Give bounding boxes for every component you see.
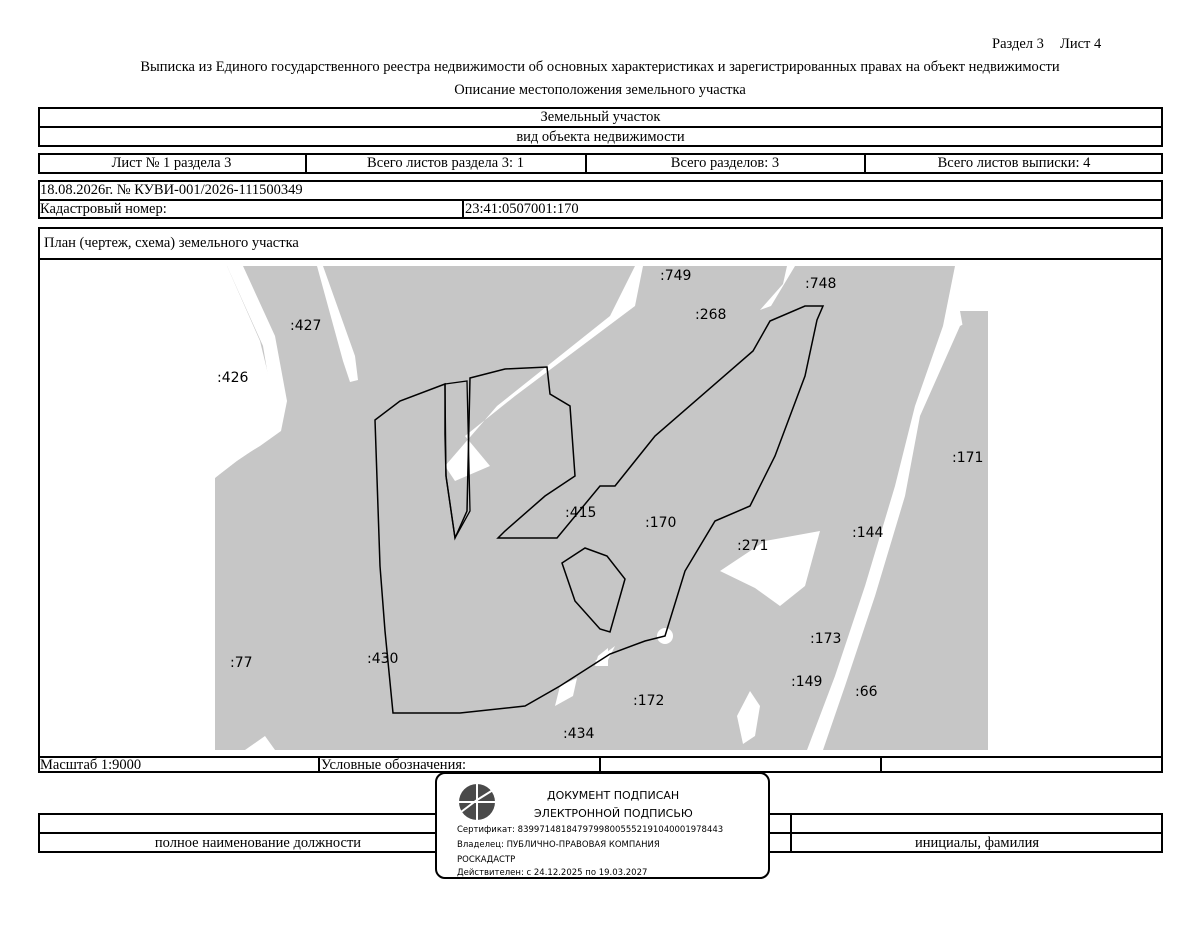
sheet-label: Лист 4: [1060, 36, 1102, 52]
cadastral-label: Кадастровый номер:: [40, 201, 167, 217]
document-subtitle: Описание местоположения земельного участка: [454, 82, 746, 98]
map-scale: Масштаб 1:9000: [40, 756, 142, 773]
parcel-label: :268: [695, 307, 727, 323]
parcel-label: :426: [217, 370, 249, 386]
divider: [599, 756, 601, 773]
stamp-line-1: ДОКУМЕНТ ПОДПИСАН: [547, 789, 680, 802]
stamp-owner-2: РОСКАДАСТР: [457, 855, 516, 865]
parcel-label: :173: [810, 631, 842, 647]
parcel-label: :144: [852, 525, 884, 541]
stamp-owner: Владелец: ПУБЛИЧНО-ПРАВОВАЯ КОМПАНИЯ: [457, 840, 660, 850]
parcel-label: :427: [290, 318, 322, 334]
initials-caption: инициалы, фамилия: [914, 834, 1040, 851]
parcel-label: :749: [660, 268, 692, 284]
stamp-valid: Действителен: с 24.12.2025 по 19.03.2027: [457, 868, 648, 878]
record-date-number: 18.08.2026г. № КУВИ-001/2026-111500349: [40, 181, 303, 198]
section-label: Раздел 3: [992, 36, 1044, 52]
parcel-label: :170: [645, 515, 677, 531]
object-type: Земельный участок: [540, 108, 661, 125]
divider: [880, 756, 882, 773]
position-caption: полное наименование должности: [154, 834, 362, 851]
parcel-label: :748: [805, 276, 837, 292]
parcel-label: :434: [563, 726, 595, 742]
parcel-label: :66: [855, 684, 878, 700]
divider: [38, 258, 1163, 260]
rosreestr-emblem-icon: [457, 782, 497, 822]
parcel-label: :172: [633, 693, 665, 709]
sheet-of-section: Лист № 1 раздела 3: [111, 155, 232, 171]
cadastral-map: [215, 266, 988, 750]
electronic-signature-stamp: [435, 772, 770, 879]
total-sheets-section: Всего листов раздела 3: 1: [367, 155, 524, 171]
parcel-label: :430: [367, 651, 399, 667]
plan-title: План (чертеж, схема) земельного участка: [44, 234, 299, 251]
divider: [38, 199, 1163, 201]
parcel-label: :271: [737, 538, 769, 554]
parcel-label: :77: [230, 655, 253, 671]
total-sheets-extract: Всего листов выписки: 4: [937, 155, 1091, 171]
total-sections: Всего разделов: 3: [670, 155, 780, 171]
parcel-label: :415: [565, 505, 597, 521]
cadastral-value: 23:41:0507001:170: [465, 201, 579, 217]
legend-label: Условные обозначения:: [321, 756, 467, 773]
object-type-caption: вид объекта недвижимости: [516, 128, 685, 145]
stamp-certificate: Сертификат: 83997148184797998005552191040001978443: [457, 825, 724, 835]
parcel-label: :149: [791, 674, 823, 690]
parcel-label: :171: [952, 450, 984, 466]
stamp-line-2: ЭЛЕКТРОННОЙ ПОДПИСЬЮ: [534, 807, 693, 820]
document-title: Выписка из Единого государственного реестра недвижимости об основных характеристиках и зарегистрированных правах на объект недвижимости: [140, 59, 1060, 75]
